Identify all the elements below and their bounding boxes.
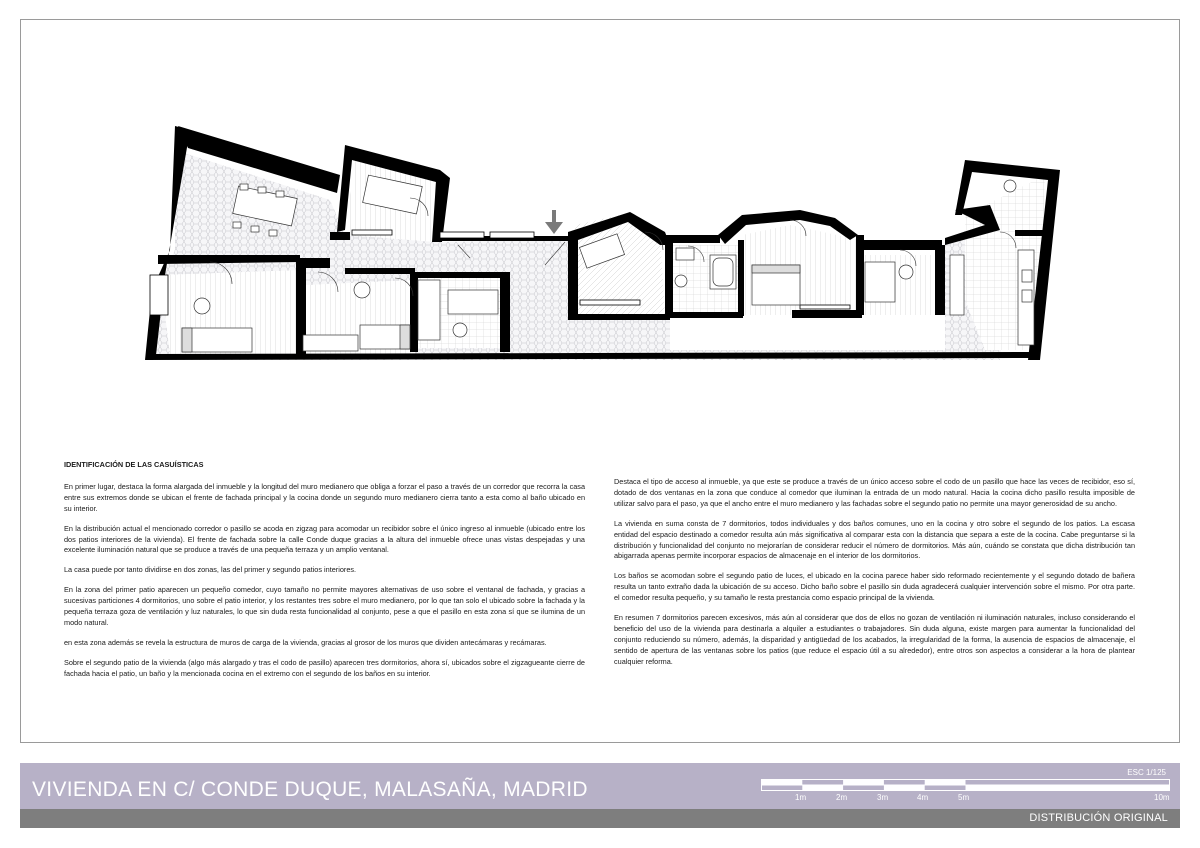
scale-tick: 10m xyxy=(1154,793,1170,802)
sheet-title: VIVIENDA EN C/ CONDE DUQUE, MALASAÑA, MADRID xyxy=(32,778,588,801)
sheet-subtitle: DISTRIBUCIÓN ORIGINAL xyxy=(1029,812,1168,824)
paragraph: En la distribución actual el mencionado corredor o pasillo se acoda en zigzag para acomodar un recibidor sobre el único ingreso al inmueble (ubicado entre los dos patios interiores de la vivienda). El frente de fachada sobre la calle Conde duque gracias a la altura del inmueble ofrece unas vistas despejadas y una excelente iluminación natural que se produce a través de una pequeña terraza y un amplio ventanal. xyxy=(64,523,585,555)
scale-tick: 3m xyxy=(877,793,889,802)
paragraph: En primer lugar, destaca la forma alargada del inmueble y la longitud del muro medianero que obliga a forzar el paso a través de un corredor que recorra la casa entre sus extremos donde se ubican el frente de fachada principal y la cocina donde un segundo muro medianero cierra tanto a esta como al baño ubicado en su interior. xyxy=(64,481,585,513)
subtitle-band xyxy=(20,809,1180,828)
scale-label: ESC 1/125 xyxy=(1127,768,1166,777)
scale-tick: 4m xyxy=(917,793,929,802)
description-left xyxy=(64,460,585,689)
paragraph: En la zona del primer patio aparecen un pequeño comedor, cuyo tamaño no permite mayores alternativas de uso sobre el ventanal de fachada, y gracias a sucesivas particiones 4 dormitorios, uno sobre el patio interior, y los restantes tres sobre el muro medianero, por lo que tan solo el ubicado sobre la fachada y la pequeña terraza goza de ventilación y luz naturales, lo que sin duda resta funcionalidad al conjunto, pese a que el pasillo en esta zona sí que se ilumina de un modo natural. xyxy=(64,585,585,627)
paragraph: Destaca el tipo de acceso al inmueble, ya que este se produce a través de un único acceso sobre el codo de un pasillo que hace las veces de recibidor, eso sí, dotado de dos ventanas en la zona que conduce al comedor que iluminan la entrada de un modo natural. Hacia la cocina dicho pasillo resulta imposible de utilizar salvo para el paso, ya que el ancho entre el muro medianero y las fachadas sobre el segundo patio no permite una mayor generosidad de su ancho. xyxy=(614,477,1135,508)
paragraph: En resumen 7 dormitorios parecen excesivos, más aún al considerar que dos de ellos no gozan de ventilación ni iluminación naturales, incluso considerando el beneficio del uso de la vivienda para destinarla a alquiler a estudiantes o trabajadores. Sin duda alguna, existe margen para aumentar la funcionalidad del conjunto reduciendo su número, además, la disparidad y antigüedad de los acabados, la irregularidad de la forma, la ausencia de espacios de almacenaje, el sentido de apertura de las ventanas sobre los patios (que reduce el espacio útil a su alrededor), entre otros son aspectos a considerar a la hora de plantear cualquier reforma. xyxy=(614,613,1135,666)
paragraph: La vivienda en suma consta de 7 dormitorios, todos individuales y dos baños comunes, uno en la cocina y otro sobre el segundo de los patios. La escasa entidad del espacio destinado a comedor resulta aún más significativa al comparar esta con la distancia que separa a este de la cocina. Cabe preguntarse si la distribución y funcionalidad del conjunto no mejorarían de considerar reducir el número de dormitorios. Más aún, cuándo se constata que dicha distribución tan abigarrada apenas permite incorporar espacios de almacenaje en el interior de los dormitorios. xyxy=(614,518,1135,561)
scale-tick: 5m xyxy=(958,793,970,802)
scale-bar xyxy=(761,779,1171,793)
scale-tick: 2m xyxy=(836,793,848,802)
description-right xyxy=(614,477,1135,677)
section-heading: IDENTIFICACIÓN DE LAS CASUÍSTICAS xyxy=(64,460,204,469)
paragraph: en esta zona además se revela la estructura de muros de carga de la vivienda, gracias al grosor de los muros que dividen antecámaras y recámaras. xyxy=(64,637,547,647)
arrow-down-icon xyxy=(545,210,563,234)
paragraph: Sobre el segundo patio de la vivienda (algo más alargado y tras el codo de pasillo) aparecen tres dormitorios, ahora sí, ubicados sobre el zigzagueante cierre de fachada hacia el patio, un baño y la mencionada cocina en el extremo con el segundo de los baños en su interior. xyxy=(64,657,585,678)
paragraph: Los baños se acomodan sobre el segundo patio de luces, el ubicado en la cocina parece haber sido reformado recientemente y el segundo dotado de bañera resulta un tanto extraño dada la ubicación de su acceso. Dicho baño sobre el pasillo sin duda agradecerá cualquier intervención sobre el mismo. Por otra parte. el comedor resulta pequeño, y su tamaño le resta prestancia como espacio principal de la vivienda. xyxy=(614,571,1135,603)
paragraph: La casa puede por tanto dividirse en dos zonas, las del primer y segundo patios interiores. xyxy=(64,565,357,575)
scale-tick: 1m xyxy=(795,793,807,802)
